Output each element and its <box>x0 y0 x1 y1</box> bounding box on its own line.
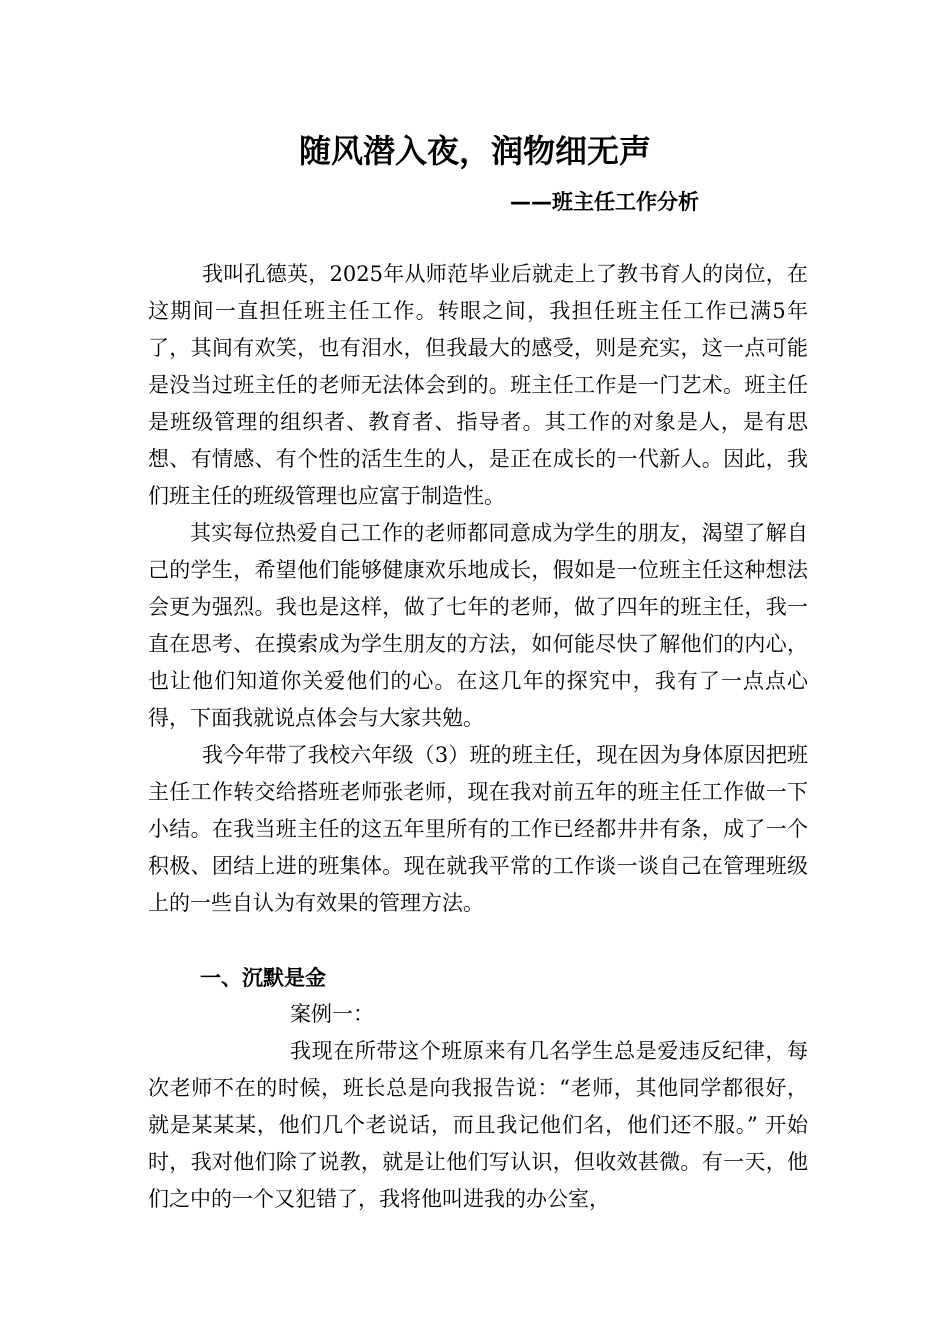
paragraph-friendship: 其实每位热爱自己工作的老师都同意成为学生的朋友，渴望了解自己的学生，希望他们能够健康欢乐地成长，假如是一位班主任这种想法会更为强烈。我也是这样，做了七年的老师，做了四年的班主任，我一直在思考、在摸索成为学生朋友的方法，如何能尽快了解他们的内心，也让他们知道你关爱他们的心。在这几年的探究中，我有了一点点心得，下面我就说点体会与大家共勉。 <box>148 521 808 730</box>
document-title: 随风潜入夜，润物细无声 <box>298 132 651 170</box>
case-label: 案例一： <box>290 1002 374 1026</box>
document-subtitle: ——班主任工作分析 <box>510 190 699 214</box>
section-heading: 一、沉默是金 <box>200 966 326 990</box>
paragraph-summary: 我今年带了我校六年级（3）班的班主任，现在因为身体原因把班主任工作转交给搭班老师张老师，现在我对前五年的班主任工作做一下小结。在我当班主任的这五年里所有的工作已经都井井有条，成了一个积极、团结上进的班集体。现在就我平常的工作谈一谈自己在管理班级上的一些自认为有效果的管理方法。 <box>148 743 808 915</box>
paragraph-intro: 我叫孔德英，2025年从师范毕业后就走上了教书育人的岗位，在这期间一直担任班主任工作。转眼之间，我担任班主任工作已满5年了，其间有欢笑，也有泪水，但我最大的感受，则是充实，这一点可能是没当过班主任的老师无法体会到的。班主任工作是一门艺术。班主任是班级管理的组织者、教育者、指导者。其工作的对象是人，是有思想、有情感、有个性的活生生的人，是正在成长的一代新人。因此，我们班主任的班级管理也应富于制造性。 <box>148 262 808 508</box>
case-paragraph: 我现在所带这个班原来有几名学生总是爱违反纪律，每次老师不在的时候，班长总是向我报告说：“老师，其他同学都很好，就是某某某，他们几个老说话，而且我记他们名，他们还不服。” 开始时，我对他们除了说教，就是让他们写认识，但收效甚微。有一天，他们之中的一个又犯错了，我将他叫进我的办公室， <box>148 1039 808 1211</box>
